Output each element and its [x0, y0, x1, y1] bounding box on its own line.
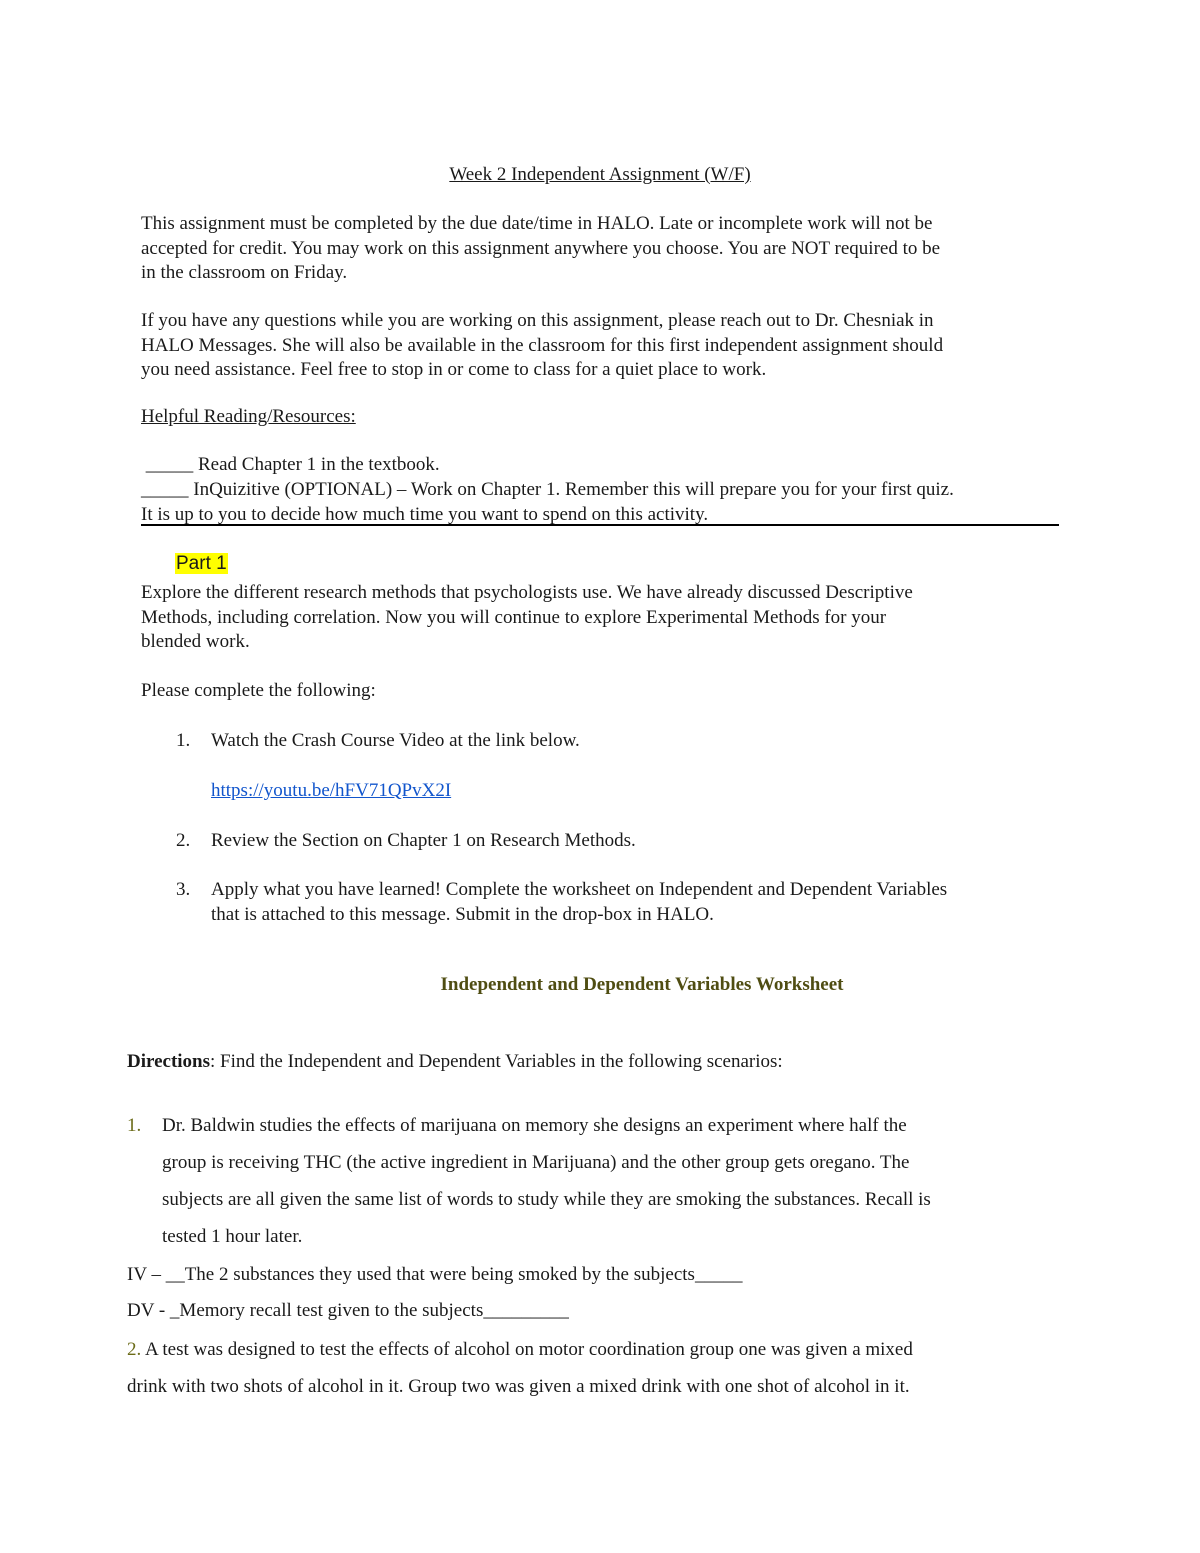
step-1-number: 1. [176, 730, 191, 751]
question-1-number: 1. [127, 1115, 142, 1136]
directions-label: Directions [127, 1051, 211, 1072]
steps-list [141, 729, 1071, 754]
question-1 [127, 1107, 1067, 1255]
part-1-label [175, 552, 228, 576]
part-1-explore-paragraph [141, 581, 1071, 655]
step-1 [141, 729, 1071, 754]
question-1-iv: IV – __The 2 substances they used that were being smoked by the subjects_____ [127, 1264, 743, 1285]
question-2 [127, 1331, 1072, 1405]
question-1-line-2: group is receiving THC (the active ingredient in Marijuana) and the other group gets oregano. The [162, 1152, 910, 1173]
section-divider [141, 524, 1059, 526]
step-3-line-1: Apply what you have learned! Complete the worksheet on Independent and Dependent Variables [211, 879, 948, 900]
intro-p1-line-3: in the classroom on Friday. [141, 262, 348, 283]
step-3-number: 3. [176, 879, 191, 900]
step-3-line-2: that is attached to this message. Submit in the drop-box in HALO. [211, 903, 714, 925]
video-link-wrap [211, 779, 451, 804]
question-2-line-1-text: A test was designed to test the effects of alcohol on motor coordination group one was given a mixed [141, 1339, 913, 1360]
please-complete-text: Please complete the following: [141, 680, 376, 701]
resources-heading: Helpful Reading/Resources: [141, 406, 356, 427]
step-3-text [211, 878, 1071, 927]
step-3 [141, 878, 1071, 928]
step-1-text: Watch the Crash Course Video at the link below. [211, 730, 580, 751]
directions [127, 1051, 1067, 1073]
intro-p1-line-1: This assignment must be completed by the due date/time in HALO. Late or incomplete work will not be [141, 213, 933, 234]
intro-paragraph-2 [141, 309, 1071, 383]
intro-p2-line-1: If you have any questions while you are working on this assignment, please reach out to Dr. Chesniak in [141, 310, 934, 331]
step-2-number: 2. [176, 830, 191, 851]
question-1-line-4: tested 1 hour later. [162, 1226, 303, 1247]
question-2-line-1 [127, 1331, 1072, 1368]
video-link[interactable]: https://youtu.be/hFV71QPvX2I [211, 780, 452, 801]
step-2 [141, 829, 1071, 854]
part-1-highlight: Part 1 [176, 553, 227, 574]
resource-item-2 [141, 478, 1071, 527]
question-1-line-1: Dr. Baldwin studies the effects of marijuana on memory she designs an experiment where half the [162, 1115, 907, 1136]
page-title: Week 2 Independent Assignment (W/F) [449, 164, 751, 185]
step-2-text: Review the Section on Chapter 1 on Research Methods. [211, 830, 636, 851]
explore-line-3: blended work. [141, 631, 250, 652]
question-1-text [162, 1107, 1067, 1255]
resource-item-1: _____ Read Chapter 1 in the textbook. [141, 454, 440, 475]
resource-item-2-line-2: It is up to you to decide how much time you want to spend on this activity. [141, 503, 709, 525]
question-2-number: 2. [127, 1339, 142, 1360]
explore-line-2: Methods, including correlation. Now you will continue to explore Experimental Methods for your [141, 606, 887, 628]
explore-line-1: Explore the different research methods that psychologists use. We have already discussed Descriptive [141, 582, 913, 603]
question-2-line-2: drink with two shots of alcohol in it. Group two was given a mixed drink with one shot of alcohol in it. [127, 1376, 910, 1397]
intro-p1-line-2: accepted for credit. You may work on this assignment anywhere you choose. You are NOT required to be [141, 237, 941, 259]
intro-p2-line-2: HALO Messages. She will also be available in the classroom for this first independent assignment should [141, 334, 944, 356]
resource-item-2-line-1: _____ InQuizitive (OPTIONAL) – Work on Chapter 1. Remember this will prepare you for your first quiz. [141, 479, 954, 500]
intro-p2-line-3: you need assistance. Feel free to stop in or come to class for a quiet place to work. [141, 359, 767, 380]
question-1-line-3: subjects are all given the same list of words to study while they are smoking the substances. Recall is [162, 1189, 931, 1210]
worksheet-title: Independent and Dependent Variables Worksheet [440, 974, 844, 995]
directions-text: : Find the Independent and Dependent Variables in the following scenarios: [210, 1051, 783, 1072]
intro-paragraph-1 [141, 212, 1071, 286]
question-1-dv: DV - _Memory recall test given to the subjects_________ [127, 1300, 569, 1321]
